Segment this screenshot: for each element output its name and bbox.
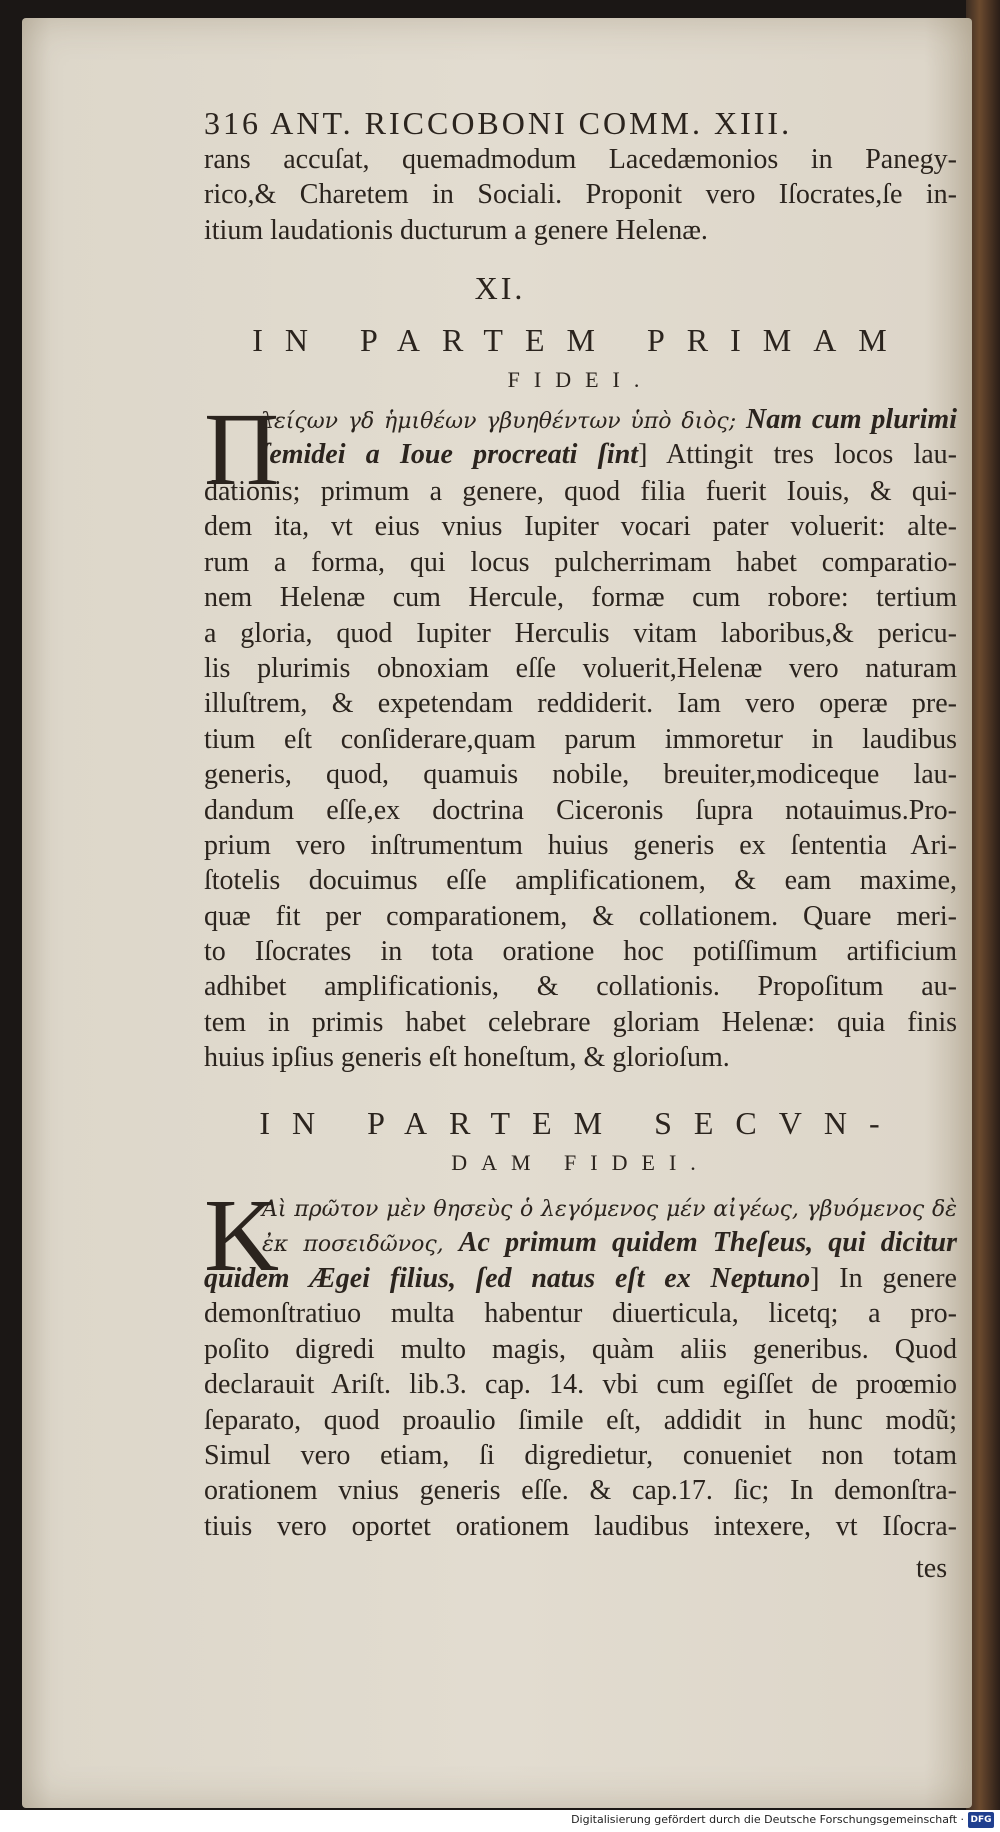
running-head: 316 ANT. RICCOBONI COMM. XIII. — [204, 105, 793, 141]
dfg-logo-icon: DFG — [968, 1812, 994, 1828]
text-line: declarauit Ariſt. lib.3. cap. 14. vbi cum egiſſet de proœmio — [204, 1369, 957, 1401]
greek-quote: ἐκ ποσειδῶνος, — [262, 1232, 444, 1258]
intro-paragraph — [204, 142, 957, 248]
catchword: tes — [916, 1553, 948, 1584]
greek-quote: λείςων γδ ἡμιθέων γβυηθέντων ὑπὸ διὸς; — [260, 409, 737, 434]
text-line — [204, 1261, 957, 1296]
part1-lead — [260, 402, 957, 473]
text-line — [260, 437, 957, 472]
footer-bar — [0, 1810, 1000, 1832]
part2-heading: IN PARTEM SECVN- — [259, 1105, 902, 1141]
part1-body — [204, 474, 957, 1076]
text-line: adhibet amplificationis, & collationis. Propoſitum au- — [204, 971, 957, 1003]
funding-credit: Digitalisierung gefördert durch die Deutsche Forschungsgemeinschaft · — [571, 1813, 964, 1826]
text-line: tem in primis habet celebrare gloriam Helenæ: quia finis — [204, 1006, 957, 1038]
latin-quote: Nam cum plurimi — [746, 404, 957, 435]
text-line: itium laudationis ducturum a genere Helenæ. — [204, 214, 708, 246]
text-line — [262, 1225, 957, 1260]
part1-heading: IN PARTEM PRIMAM — [252, 322, 909, 358]
text-line: to Iſocrates in tota oratione hoc potiſſimum artificium — [204, 936, 957, 968]
text-run: ] In genere — [810, 1263, 957, 1294]
text-line: rans accuſat, quemadmodum Lacedæmonios in Panegy- — [204, 144, 957, 175]
part1-dropcap: Π — [204, 392, 280, 507]
section-number: XI. — [474, 270, 526, 306]
text-line: ſeparato, quod proaulio ſimile eſt, addidit in hunc modũ; — [204, 1404, 957, 1436]
text-line: tiuis vero oportet orationem laudibus intexere, vt Iſocra- — [204, 1510, 957, 1542]
text-line: tium eſt conſiderare,quam parum immoretur in laudibus — [204, 723, 957, 755]
text-line — [262, 1190, 957, 1225]
text-line: Simul vero etiam, ſi digredietur, conueniet non totam — [204, 1439, 957, 1471]
text-line: prium vero inſtrumentum huius generis ex ſententia Ari- — [204, 829, 957, 861]
part2-lead — [262, 1190, 957, 1261]
text-line: a gloria, quod Iupiter Herculis vitam laboribus,& pericu- — [204, 617, 957, 649]
part2-body — [204, 1261, 957, 1544]
text-line: lis plurimis obnoxiam eſſe voluerit,Helenæ vero naturam — [204, 652, 957, 684]
text-line: poſito digredi multo magis, quàm aliis generibus. Quod — [204, 1333, 957, 1365]
text-line: generis, quod, quamuis nobile, breuiter,modiceque lau- — [204, 759, 957, 791]
text-line: illuſtrem, & expetendam reddiderit. Iam vero operæ pre- — [204, 688, 957, 720]
part2-dropcap: K — [204, 1178, 280, 1293]
latin-quote: quidem Ægei filius, ſed natus eſt ex Neptuno — [204, 1263, 811, 1294]
text-line: dandum eſſe,ex doctrina Ciceronis ſupra notauimus.Pro- — [204, 794, 957, 826]
text-run: ] Attingit tres locos lau- — [638, 439, 957, 471]
latin-quote: ſemidei a Ioue procreati ſint — [260, 439, 639, 471]
text-line: orationem vnius generis eſſe. & cap.17. ſic; In demonſtra- — [204, 1475, 957, 1507]
text-line: dem ita, vt eius vnius Iupiter vocari pater voluerit: alte- — [204, 511, 957, 543]
part2-subheading: DAM FIDEI. — [451, 1150, 710, 1175]
part1-subheading: FIDEI. — [507, 367, 654, 392]
text-line: quæ fit per comparationem, & collationem. Quare meri- — [204, 900, 957, 932]
text-line: demonſtratiuo multa habentur diuerticula, licetq; a pro- — [204, 1298, 957, 1330]
text-line: ſtotelis docuimus eſſe amplificationem, & eam maxime, — [204, 865, 957, 897]
text-line: nem Helenæ cum Hercule, formæ cum robore: tertium — [204, 582, 957, 614]
text-line: huius ipſius generis eſt honeſtum, & glorioſum. — [204, 1042, 730, 1074]
text-line: rum a forma, qui locus pulcherrimam habet comparatio- — [204, 546, 957, 578]
greek-quote: Aὶ πρῶτον μὲν θησεὺς ὁ λεγόμενος μέν αἰγέως, γβυόμενος δὲ — [262, 1197, 957, 1222]
text-line: rico,& Charetem in Sociali. Proponit vero Iſocrates,ſe in- — [204, 179, 957, 211]
text-line — [260, 402, 957, 437]
text-line: dationis; primum a genere, quod filia fuerit Iouis, & qui- — [204, 476, 957, 507]
latin-quote: Ac primum quidem Theſeus, qui dicitur — [458, 1227, 957, 1259]
